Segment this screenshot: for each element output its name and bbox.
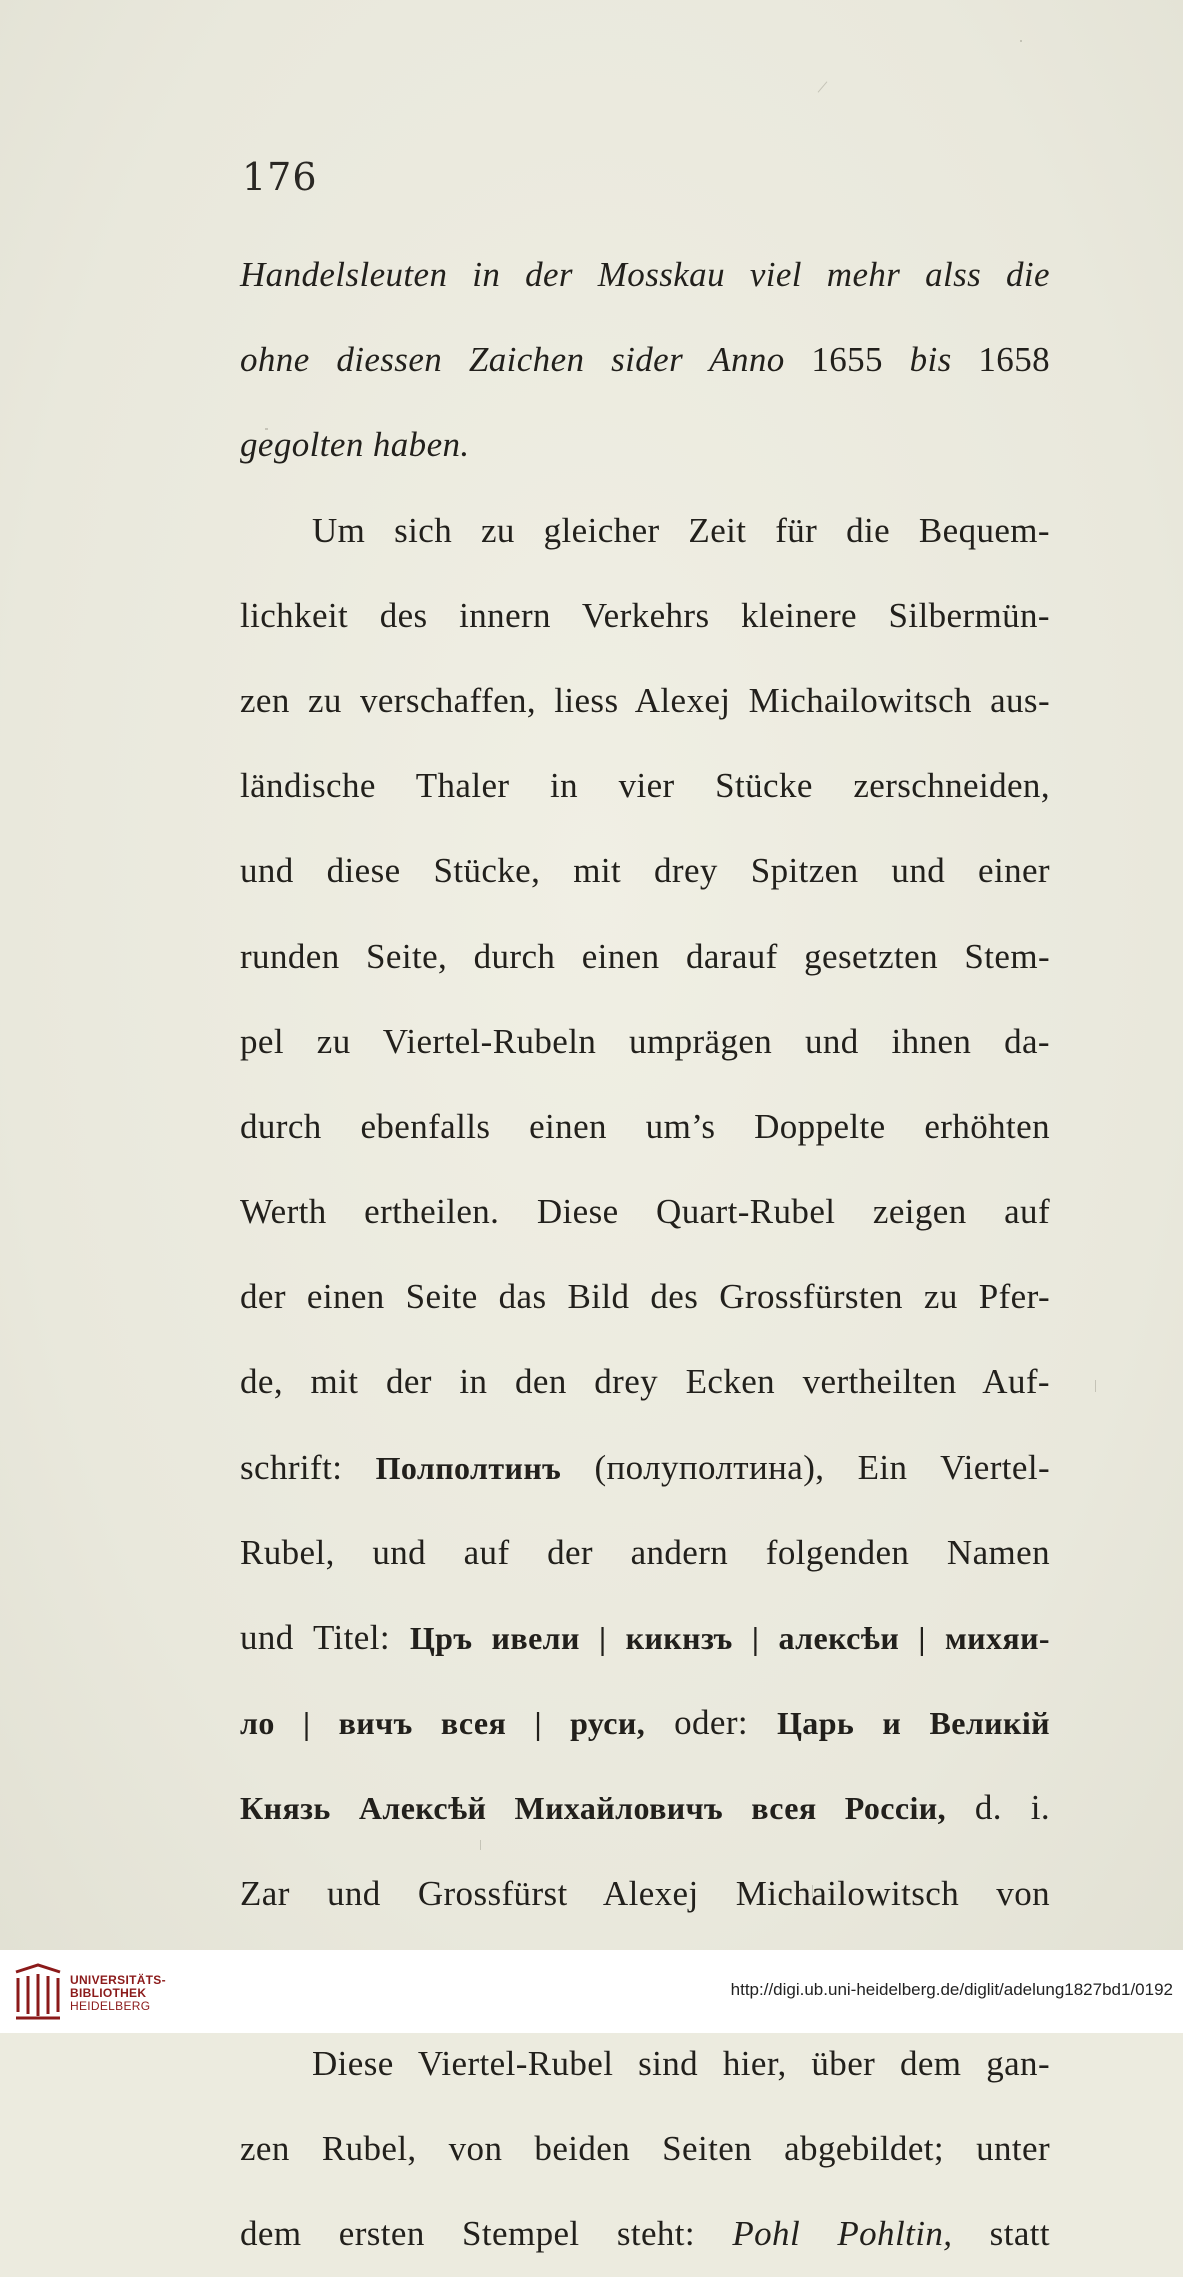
text-segment: pel zu Viertel-Rubeln umprägen und ihnen da- [240, 1021, 1050, 1061]
text-line [240, 402, 1050, 487]
text-segment: (полуполтина), Ein Viertel- [561, 1447, 1050, 1487]
text-line [240, 232, 1050, 317]
cyrillic-text: Царь и Великій [777, 1705, 1050, 1742]
footer-bar [0, 1950, 1183, 2033]
text-segment: ländische Thaler in vier Stücke zerschneiden, [240, 766, 1050, 806]
text-line [240, 914, 1050, 999]
text-line [240, 2021, 1050, 2106]
university-library-logo-icon [12, 1962, 64, 2022]
text-segment: 1655 [811, 340, 910, 380]
text-segment: und diese Stücke, mit drey Spitzen und einer [240, 851, 1050, 891]
text-line [240, 317, 1050, 402]
page-number: 176 [242, 155, 318, 199]
text-segment: zen zu verschaffen, liess Alexej Michailowitsch aus- [240, 680, 1050, 720]
text-segment: de, mit der in den drey Ecken vertheilten Auf- [240, 1362, 1050, 1402]
text-segment: dem ersten Stempel steht: [240, 2214, 733, 2254]
text-line [240, 488, 1050, 573]
text-line [240, 1339, 1050, 1424]
text-segment: und Titel: [240, 1618, 410, 1657]
text-line [240, 1254, 1050, 1339]
text-line [240, 1510, 1050, 1595]
library-name-line3: HEIDELBERG [70, 1999, 151, 2013]
text-segment: Handelsleuten in der Mosskau viel mehr alss die [240, 255, 1050, 294]
text-line [240, 999, 1050, 1084]
text-segment: zen Rubel, von beiden Seiten abgebildet; unter [240, 2129, 1050, 2169]
text-segment: lichkeit des innern Verkehrs kleinere Silbermün- [240, 595, 1050, 635]
text-line [240, 1425, 1050, 1510]
text-segment: durch ebenfalls einen um’s Doppelte erhöhten [240, 1106, 1050, 1146]
text-line [240, 2191, 1050, 2276]
text-line [240, 1680, 1050, 1765]
text-segment: 1658 [978, 340, 1051, 380]
library-name [70, 1974, 166, 2013]
paper-speck [1020, 40, 1022, 42]
source-url-link[interactable]: http://digi.ub.uni-heidelberg.de/diglit/adelung1827bd1/0192 [730, 1980, 1173, 1999]
cyrillic-text: ло | вичъ всея | руси, [240, 1705, 646, 1742]
text-line [240, 1851, 1050, 1936]
text-segment: Diese Viertel-Rubel sind hier, über dem gan- [312, 2043, 1050, 2083]
text-segment: oder: [645, 1703, 777, 1743]
library-name-line2: BIBLIOTHEK [70, 1986, 147, 2000]
text-line [240, 1169, 1050, 1254]
text-segment: der einen Seite das Bild des Grossfürsten zu Pfer- [240, 1277, 1050, 1317]
text-line [240, 658, 1050, 743]
text-line [240, 2106, 1050, 2191]
cyrillic-text: Полполтинъ [375, 1449, 562, 1486]
cyrillic-text: Князь Алексѣй Михайловичъ всея Россіи, [240, 1790, 946, 1827]
library-name-line1: UNIVERSITÄTS- [70, 1973, 166, 1987]
text-segment: Werth ertheilen. Diese Quart-Rubel zeigen auf [240, 1192, 1050, 1232]
text-segment: d. i. [945, 1788, 1051, 1828]
text-segment: gegolten haben. [240, 425, 470, 465]
cyrillic-text: Цръ ивели | кикнзъ | алексѣи | михяи- [409, 1620, 1050, 1656]
text-line [240, 1595, 1050, 1680]
text-segment: statt [952, 2214, 1051, 2254]
text-segment: Um sich zu gleicher Zeit für die Bequem- [312, 510, 1050, 550]
text-segment: schrift: [240, 1447, 376, 1487]
text-line [240, 573, 1050, 658]
text-segment: Zar und Grossfürst Alexej Michailowitsch von [240, 1873, 1050, 1913]
text-segment: Rubel, und auf der andern folgenden Namen [240, 1532, 1050, 1572]
text-line [240, 1765, 1050, 1850]
text-line [240, 1084, 1050, 1169]
text-segment: bis [909, 340, 979, 380]
text-line [240, 828, 1050, 913]
text-line [240, 743, 1050, 828]
paper-speck [818, 81, 828, 92]
text-segment: runden Seite, durch einen darauf gesetzten Stem- [240, 936, 1050, 976]
text-segment: ohne diessen Zaichen sider Anno [240, 340, 812, 380]
paper-speck [1095, 1380, 1096, 1392]
text-segment: Pohl Pohltin, [732, 2214, 953, 2254]
